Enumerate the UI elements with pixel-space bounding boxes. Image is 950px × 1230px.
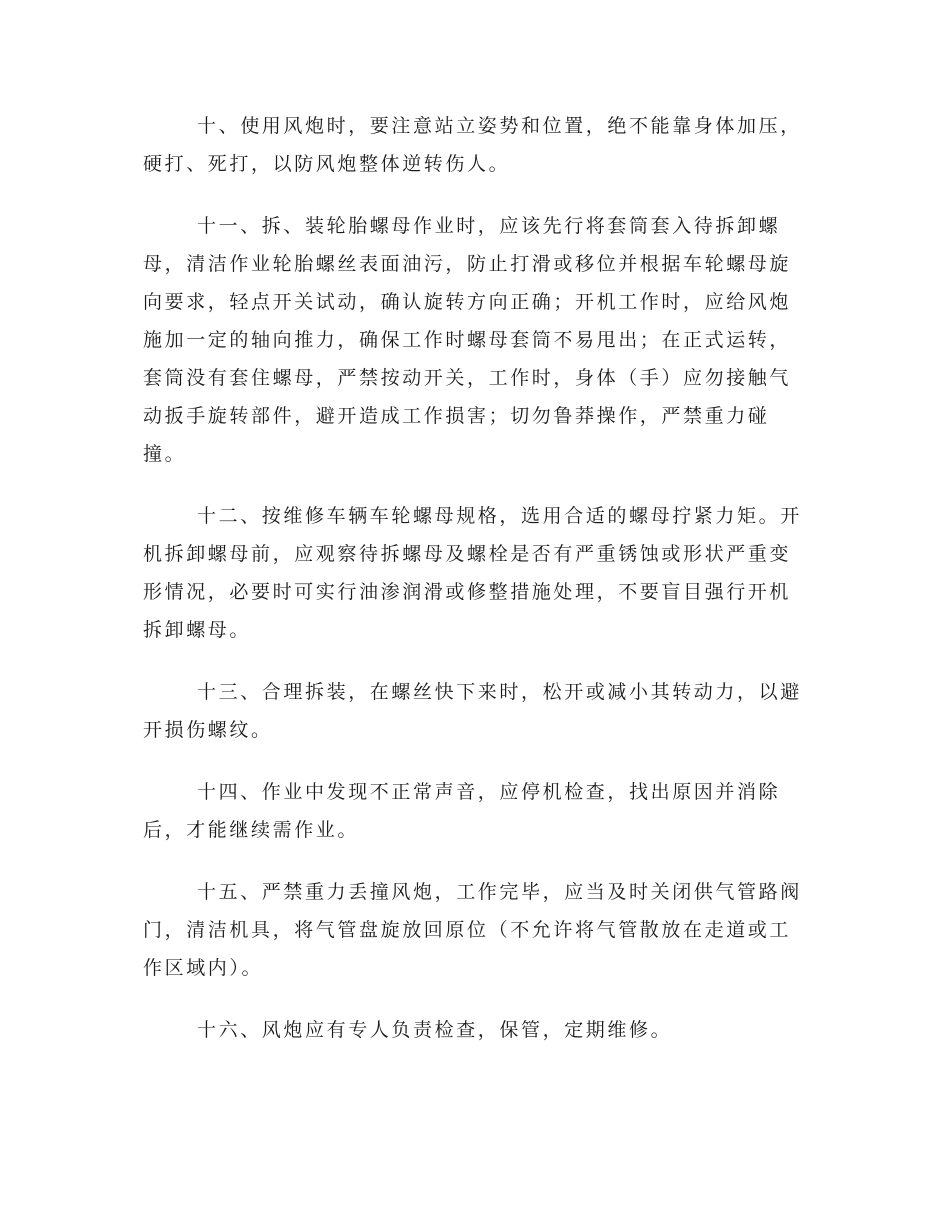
paragraph-line: 开损伤螺纹。 [143,719,273,741]
paragraph-line: 撞。 [143,443,187,465]
paragraph-12 [143,497,813,649]
paragraph-line: 作区域内）。 [143,957,264,979]
paragraph-13 [143,673,813,749]
paragraph-line: 母，清洁作业轮胎螺丝表面油污，防止打滑或移位并根据车轮螺母旋 [143,253,792,275]
paragraph-10 [143,107,813,183]
paragraph-line: 机拆卸螺母前，应观察待拆螺母及螺栓是否有严重锈蚀或形状严重变 [143,543,792,565]
paragraph-line: 十五、严禁重力丢撞风炮，工作完毕，应当及时关闭供气管路阀 [197,881,802,903]
paragraph-line: 门，清洁机具，将气管盘旋放回原位（不允许将气管散放在走道或工 [143,919,792,941]
paragraph-line: 施加一定的轴向推力，确保工作时螺母套筒不易甩出；在正式运转， [143,329,792,351]
paragraph-line: 向要求，轻点开关试动，确认旋转方向正确；开机工作时，应给风炮 [143,291,792,313]
paragraph-16 [143,1011,813,1049]
document-body [143,107,813,1073]
paragraph-line: 十一、拆、装轮胎螺母作业时，应该先行将套筒套入待拆卸螺 [197,215,781,237]
paragraph-line: 十六、风炮应有专人负责检查，保管，定期维修。 [197,1019,673,1041]
paragraph-line: 硬打、死打，以防风炮整体逆转伤人。 [143,153,511,175]
paragraph-11 [143,207,813,473]
paragraph-line: 套筒没有套住螺母，严禁按动开关，工作时，身体（手）应勿接触气 [143,367,792,389]
paragraph-line: 拆卸螺母。 [143,619,252,641]
paragraph-14 [143,773,813,849]
paragraph-line: 十、使用风炮时，要注意站立姿势和位置，绝不能靠身体加压， [197,115,802,137]
paragraph-line: 动扳手旋转部件，避开造成工作损害；切勿鲁莽操作，严禁重力碰 [143,405,770,427]
paragraph-15 [143,873,813,987]
paragraph-line: 十二、按维修车辆车轮螺母规格，选用合适的螺母拧紧力矩。开 [197,505,802,527]
paragraph-line: 后，才能继续需作业。 [143,819,360,841]
paragraph-line: 形情况，必要时可实行油渗润滑或修整措施处理，不要盲目强行开机 [143,581,792,603]
paragraph-line: 十四、作业中发现不正常声音，应停机检查，找出原因并消除 [197,781,781,803]
paragraph-line: 十三、合理拆装，在螺丝快下来时，松开或减小其转动力，以避 [197,681,802,703]
